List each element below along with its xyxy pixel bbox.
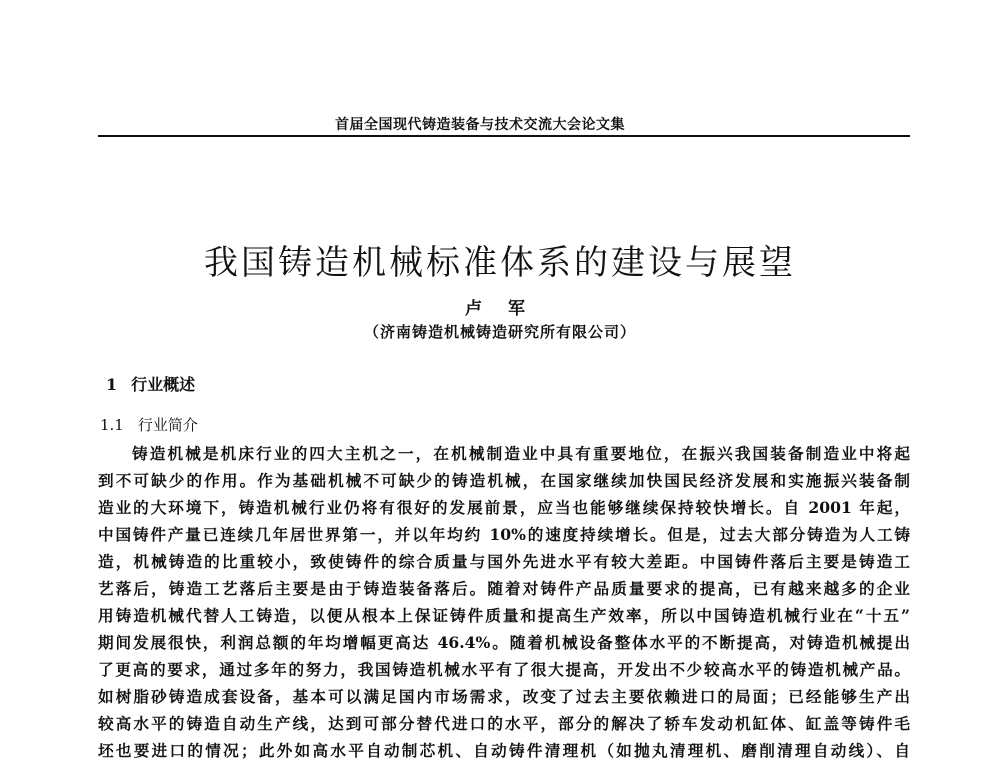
subsection-title: 行业简介: [137, 416, 198, 434]
author-name: 卢 军: [465, 299, 535, 319]
running-header: 首届全国现代铸造装备与技术交流大会论文集: [335, 117, 625, 133]
paper-title: 我国铸造机械标准体系的建设与展望: [204, 242, 796, 283]
body-paragraph: [98, 440, 910, 764]
subsection-number: 1.1: [100, 416, 124, 434]
paragraph-line: 用铸造机械代替人工铸造，以便从根本上保证铸件质量和提高生产效率，所以中国铸造机械行业在“十五”: [98, 606, 910, 625]
paragraph-line: 中国铸件产量已连续几年居世界第一，并以年均约 10%的速度持续增长。但是，过去大部分铸造为人工铸: [98, 525, 910, 544]
paragraph-line: 造业的大环境下，铸造机械行业仍将有很好的发展前景，应当也能够继续保持较快增长。自 2001 年起，: [98, 498, 910, 517]
paragraph-line: 了更高的要求，通过多年的努力，我国铸造机械水平有了很大提高，开发出不少较高水平的铸造机械产品。: [98, 660, 910, 679]
header-rule: [98, 135, 910, 137]
section-title: 行业概述: [131, 375, 196, 394]
subsection-heading: [100, 414, 198, 435]
paragraph-line: 到不可缺少的作用。作为基础机械不可缺少的铸造机械，在国家继续加快国民经济发展和实施振兴装备制: [98, 471, 910, 490]
paragraph-line: 期间发展很快，利润总额的年均增幅更高达 46.4%。随着机械设备整体水平的不断提高，对铸造机械提出: [98, 633, 910, 652]
paragraph-line: 如树脂砂铸造成套设备，基本可以满足国内市场需求，改变了过去主要依赖进口的局面；已经能够生产出: [98, 687, 910, 706]
author-affiliation: （济南铸造机械铸造研究所有限公司）: [363, 323, 636, 341]
paragraph-line: 铸造机械是机床行业的四大主机之一，在机械制造业中具有重要地位，在振兴我国装备制造业中将起: [132, 444, 910, 463]
paragraph-line: 坯也要进口的情况；此外如高水平自动制芯机、自动铸件清理机（如抛丸清理机、磨削清理自动线）、自: [98, 741, 910, 760]
section-heading: [106, 372, 195, 395]
paragraph-line: 较高水平的铸造自动生产线，达到可部分替代进口的水平，部分的解决了轿车发动机缸体、缸盖等铸件毛: [98, 714, 910, 733]
section-number: 1: [106, 375, 118, 394]
paragraph-line: 艺落后，铸造工艺落后主要是由于铸造装备落后。随着对铸件产品质量要求的提高，已有越来越多的企业: [98, 579, 910, 598]
paragraph-line: 造，机械铸造的比重较小，致使铸件的综合质量与国外先进水平有较大差距。中国铸件落后主要是铸造工: [98, 552, 910, 571]
